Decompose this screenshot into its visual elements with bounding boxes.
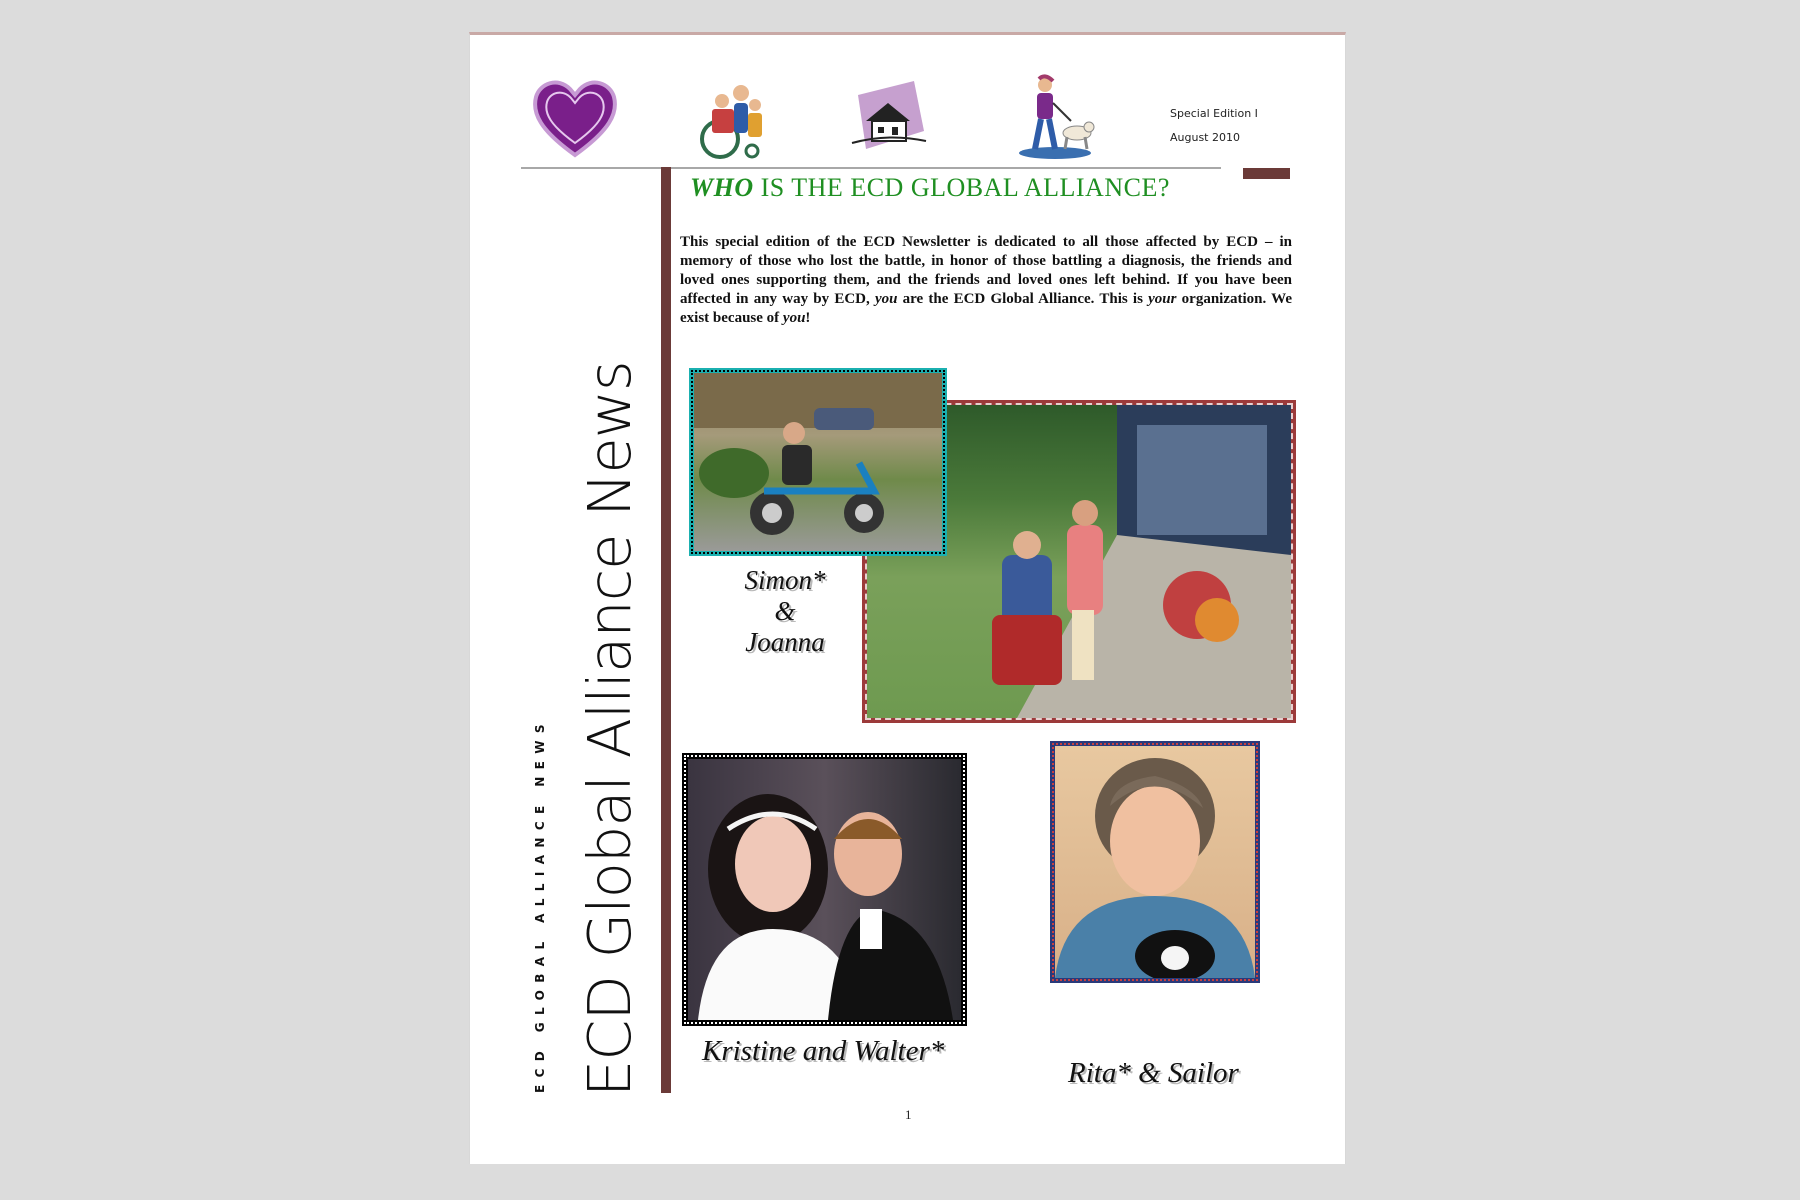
headline-rest: IS THE ECD GLOBAL ALLIANCE? xyxy=(753,173,1170,202)
caption-simon: Simon* xyxy=(744,565,826,595)
intro-paragraph xyxy=(680,233,1292,328)
intro-text-1: This special edition of the ECD Newsletter is dedicated to all those affected by ECD – in memory of those who lost the battle, in honor of those battling a diagnosis, the friends and loved ones supporting them, and the friends and loved ones left behind. If you have been affected in any way by ECD, xyxy=(680,234,1292,307)
headline-who: WHO xyxy=(690,173,754,202)
edition-date: August 2010 xyxy=(1170,131,1240,144)
intro-emphasis-1: you xyxy=(874,291,898,307)
wheelchair-family-icon xyxy=(690,73,775,161)
purple-heart-icon xyxy=(530,75,620,160)
edition-info xyxy=(1170,102,1258,150)
page-headline xyxy=(690,173,1250,203)
edition-label: Special Edition I xyxy=(1170,107,1258,120)
photo-wedding xyxy=(682,753,967,1026)
caption-joanna: Joanna xyxy=(745,627,825,657)
caption-rita-sailor: Rita* & Sailor xyxy=(1068,1057,1239,1089)
header-divider xyxy=(521,167,1221,169)
newsletter-page xyxy=(469,32,1346,1164)
caption-ampersand: & xyxy=(774,596,796,626)
caption-simon-joanna xyxy=(725,565,845,658)
house-icon xyxy=(848,77,930,155)
masthead-subtitle: ECD GLOBAL ALLIANCE NEWS xyxy=(533,717,547,1093)
intro-emphasis-2: your xyxy=(1148,291,1177,307)
caption-kristine-walter: Kristine and Walter* xyxy=(702,1035,945,1067)
vertical-divider-bar xyxy=(661,167,671,1093)
intro-emphasis-3: you xyxy=(782,310,806,326)
masthead-title: ECD Global Alliance News xyxy=(575,361,644,1097)
page-number: 1 xyxy=(905,1107,912,1122)
intro-text-2: are the ECD Global Alliance. This is xyxy=(897,291,1149,307)
header-accent-bar xyxy=(1243,168,1290,179)
guide-dog-walker-icon xyxy=(1015,73,1097,161)
photo-rita-portrait xyxy=(1050,741,1260,983)
intro-text-4: ! xyxy=(805,310,811,326)
intro-text-3: organization. We exist because of xyxy=(680,291,1293,326)
photo-motor-trike xyxy=(689,368,947,556)
